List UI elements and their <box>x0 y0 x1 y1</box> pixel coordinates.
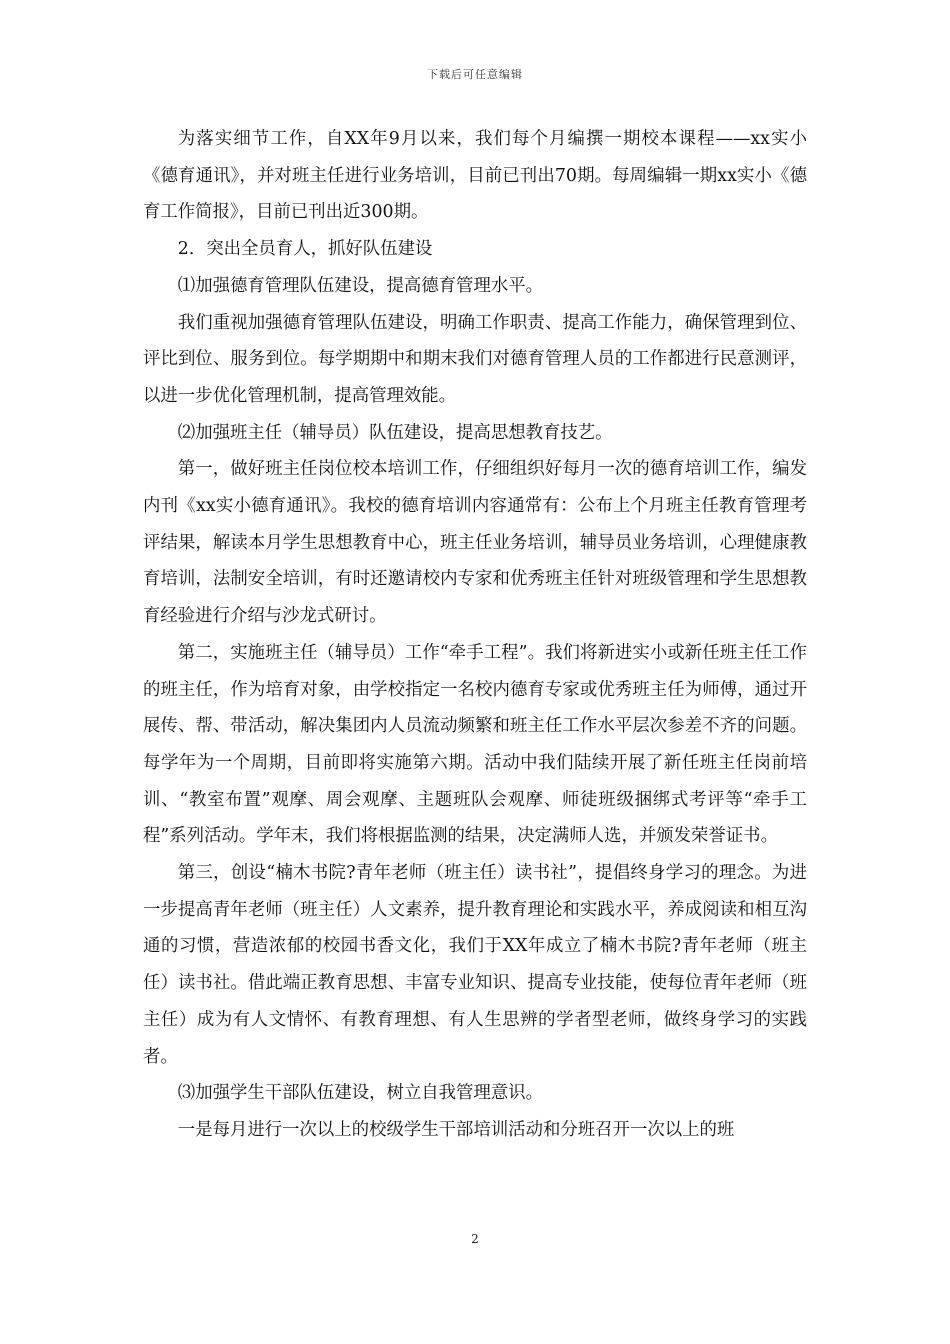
paragraph: 为落实细节工作，自XX年9月以来，我们每个月编撰一期校本课程——xx实小《德育通讯》，并对班主任进行业务培训，目前已刊出70期。每周编辑一期xx实小《德育工作简报》，目前已刊出近300期。 <box>143 129 807 223</box>
paragraph: 我们重视加强德育管理队伍建设，明确工作职责、提高工作能力，确保管理到位、评比到位、服务到位。每学期期中和期末我们对德育管理人员的工作都进行民意测评，以进一步优化管理机制，提高管理效能。 <box>143 312 807 406</box>
paragraph: 一是每月进行一次以上的校级学生干部培训活动和分班召开一次以上的班 <box>177 1119 735 1140</box>
subsection-heading: ⑴加强德育管理队伍建设，提高德育管理水平。 <box>177 275 544 296</box>
paragraph: 第二，实施班主任（辅导员）工作“牵手工程”。我们将新进实小或新任班主任工作的班主任，作为培育对象，由学校指定一名校内德育专家或优秀班主任为师傅，通过开展传、帮、带活动，解决集团内人员流动频繁和班主任工作水平层次参差不齐的问题。每学年为一个周期，目前即将实施第六期。活动中我们陆续开展了新任班主任岗前培训、“教室布置”观摩、周会观摩、主题班队会观摩、师徒班级捆绑式考评等“牵手工程”系列活动。学年末，我们将根据监测的结果，决定满师人选，并颁发荣誉证书。 <box>143 642 807 847</box>
subsection-heading: ⑵加强班主任（辅导员）队伍建设，提高思想教育技艺。 <box>177 422 613 443</box>
section-heading: 2．突出全员育人，抓好队伍建设 <box>177 239 433 260</box>
paragraph: 第三，创设“楠木书院?青年老师（班主任）读书社”，提倡终身学习的理念。为进一步提高青年老师（班主任）人文素养，提升教育理论和实践水平，养成阅读和相互沟通的习惯，营造浓郁的校园书香文化，我们于XX年成立了楠木书院?青年老师（班主任）读书社。借此端正教育思想、丰富专业知识、提高专业技能，使每位青年老师（班主任）成为有人文情怀、有教育理想、有人生思辨的学者型老师，做终身学习的实践者。 <box>143 863 807 1067</box>
page-number: 2 <box>471 1232 479 1246</box>
page-header: 下载后可任意编辑 <box>427 68 523 81</box>
document-body <box>143 121 807 1149</box>
subsection-heading: ⑶加强学生干部队伍建设，树立自我管理意识。 <box>177 1083 544 1104</box>
paragraph: 第一，做好班主任岗位校本培训工作，仔细组织好每月一次的德育培训工作，编发内刊《xx实小德育通讯》。我校的德育培训内容通常有：公布上个月班主任教育管理考评结果，解读本月学生思想教育中心，班主任业务培训，辅导员业务培训，心理健康教育培训，法制安全培训，有时还邀请校内专家和优秀班主任针对班级管理和学生思想教育经验进行介绍与沙龙式研讨。 <box>143 459 807 627</box>
